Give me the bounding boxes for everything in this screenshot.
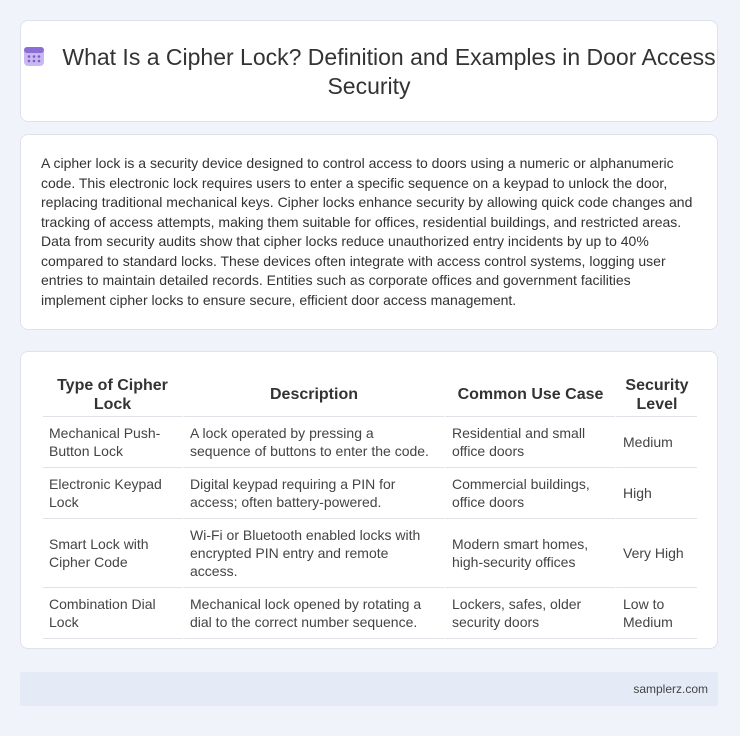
cipher-lock-table — [43, 374, 697, 639]
table-header-row — [43, 374, 697, 417]
table-cell: Electronic Keypad Lock — [43, 468, 182, 519]
footer-bar — [20, 672, 718, 706]
table-cell: Low to Medium — [615, 588, 697, 639]
table-card — [20, 351, 718, 649]
page-title: What Is a Cipher Lock? Definition and Examples in Door Access Security — [62, 44, 716, 99]
page-title-container — [21, 43, 717, 101]
table-cell: Commercial buildings, office doors — [444, 468, 615, 519]
table-cell: Residential and small office doors — [444, 417, 615, 468]
intro-paragraph: A cipher lock is a security device designed to control access to doors using a numeric or alphanumeric code. This electronic lock requires users to enter a specific sequence on a keypad to unlock the door, replacing traditional mechanical keys. Cipher locks enhance security by allowing quick code changes and tracking of access attempts, making them suitable for offices, residential buildings, and restricted areas. Data from security audits show that cipher locks reduce unauthorized entry incidents by up to 40% compared to standard locks. These devices often integrate with access control systems, logging user entries to maintain detailed records. Entities such as corporate offices and government facilities implement cipher locks to ensure secure, efficient door access management. — [41, 155, 693, 308]
column-header: Description — [182, 374, 444, 417]
table-cell: Very High — [615, 519, 697, 588]
footer-site-link[interactable]: samplerz.com — [633, 682, 708, 696]
intro-card — [20, 134, 718, 330]
table-cell: Mechanical lock opened by rotating a dial to the correct number sequence. — [182, 588, 444, 639]
table-cell: Smart Lock with Cipher Code — [43, 519, 182, 588]
table-cell: High — [615, 468, 697, 519]
table-cell: Medium — [615, 417, 697, 468]
column-header: Common Use Case — [444, 374, 615, 417]
table-cell: Combination Dial Lock — [43, 588, 182, 639]
table-cell: Mechanical Push-Button Lock — [43, 417, 182, 468]
title-card — [20, 20, 718, 122]
table-cell: Lockers, safes, older security doors — [444, 588, 615, 639]
calendar-grid-icon — [22, 44, 46, 68]
table-row — [43, 468, 697, 519]
table-cell: A lock operated by pressing a sequence of buttons to enter the code. — [182, 417, 444, 468]
table-cell: Wi-Fi or Bluetooth enabled locks with encrypted PIN entry and remote access. — [182, 519, 444, 588]
table-row — [43, 588, 697, 639]
table-row — [43, 519, 697, 588]
column-header: Security Level — [615, 374, 697, 417]
table-row — [43, 417, 697, 468]
column-header: Type of Cipher Lock — [43, 374, 182, 417]
table-cell: Digital keypad requiring a PIN for access; often battery-powered. — [182, 468, 444, 519]
table-cell: Modern smart homes, high-security offices — [444, 519, 615, 588]
